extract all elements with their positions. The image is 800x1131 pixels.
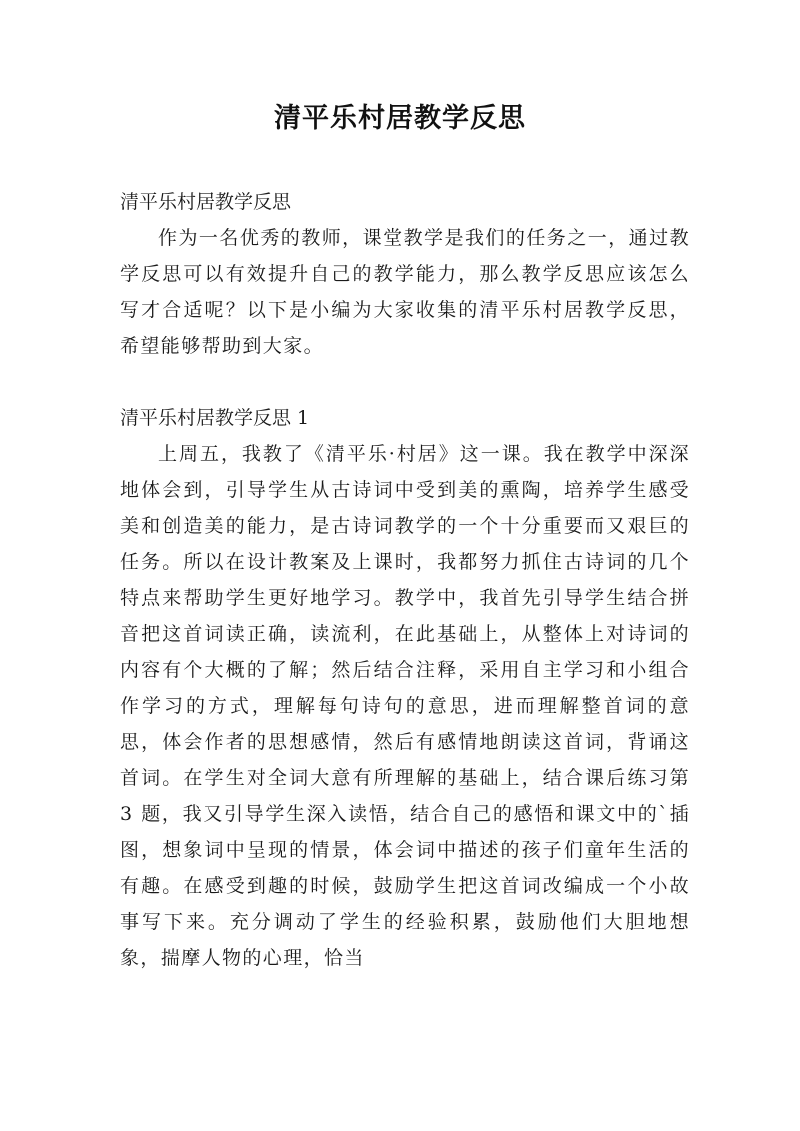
intro-paragraph: 作为一名优秀的教师，课堂教学是我们的任务之一，通过教学反思可以有效提升自己的教学能力，那么教学反思应该怎么写才合适呢？以下是小编为大家收集的清平乐村居教学反思，希望能够帮助到大家。 xyxy=(120,227,690,357)
section-1-heading: 清平乐村居教学反思 1 xyxy=(120,407,310,429)
document-body xyxy=(120,184,690,976)
paragraph-spacer xyxy=(120,364,690,400)
intro-heading: 清平乐村居教学反思 xyxy=(120,191,292,213)
document-title: 清平乐村居教学反思 xyxy=(274,103,526,134)
section-1-paragraph: 上周五，我教了《清平乐·村居》这一课。我在教学中深深地体会到，引导学生从古诗词中受到美的熏陶，培养学生感受美和创造美的能力，是古诗词教学的一个十分重要而又艰巨的任务。所以在设计教案及上课时，我都努力抓住古诗词的几个特点来帮助学生更好地学习。教学中，我首先引导学生结合拼音把这首词读正确，读流利，在此基础上，从整体上对诗词的内容有个大概的了解；然后结合注释，采用自主学习和小组合作学习的方式，理解每句诗句的意思，进而理解整首词的意思，体会作者的思想感情，然后有感情地朗读这首词，背诵这首词。在学生对全词大意有所理解的基础上，结合课后练习第 3 题，我又引导学生深入读悟，结合自己的感悟和课文中的`插图，想象词中呈现的情景，体会词中描述的孩子们童年生活的有趣。在感受到趣的时候，鼓励学生把这首词改编成一个小故事写下来。充分调动了学生的经验积累，鼓励他们大胆地想象，揣摩人物的心理，恰当 xyxy=(120,443,690,969)
